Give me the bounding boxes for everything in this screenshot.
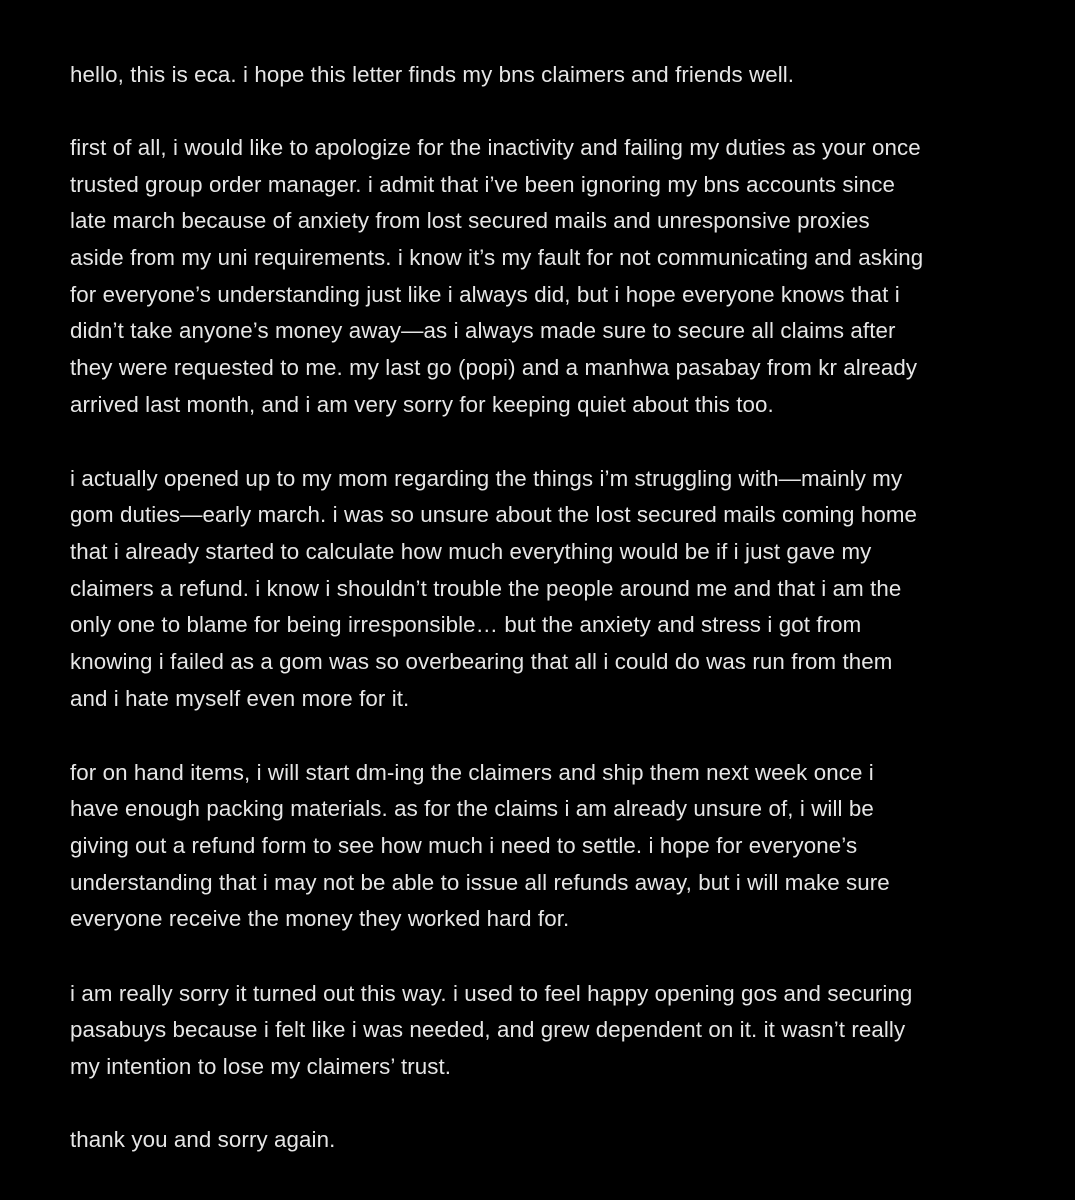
letter-line: aside from my uni requirements. i know it’s my fault for not communicating and asking [70, 245, 924, 270]
letter-line: pasabuys because i felt like i was needed, and grew dependent on it. it wasn’t really [70, 1017, 906, 1042]
letter-line: for on hand items, i will start dm-ing the claimers and ship them next week once i [70, 760, 874, 785]
letter-line: and i hate myself even more for it. [70, 686, 410, 711]
letter-line: didn’t take anyone’s money away—as i always made sure to secure all claims after [70, 318, 896, 343]
letter-line: for everyone’s understanding just like i always did, but i hope everyone knows that i [70, 282, 900, 307]
letter-line: have enough packing materials. as for the claims i am already unsure of, i will be [70, 796, 874, 821]
letter-line: gom duties—early march. i was so unsure about the lost secured mails coming home [70, 502, 917, 527]
letter-line: arrived last month, and i am very sorry for keeping quiet about this too. [70, 392, 774, 417]
letter-line: understanding that i may not be able to issue all refunds away, but i will make sure [70, 870, 890, 895]
letter-line: knowing i failed as a gom was so overbearing that all i could do was run from them [70, 649, 893, 674]
letter-line: claimers a refund. i know i shouldn’t trouble the people around me and that i am the [70, 576, 902, 601]
letter-line: giving out a refund form to see how much i need to settle. i hope for everyone’s [70, 833, 858, 858]
letter-line: late march because of anxiety from lost secured mails and unresponsive proxies [70, 208, 870, 233]
letter-line: my intention to lose my claimers’ trust. [70, 1054, 452, 1079]
letter-line: first of all, i would like to apologize for the inactivity and failing my duties as your once [70, 135, 921, 160]
letter-line: thank you and sorry again. [70, 1127, 336, 1152]
letter-line: i am really sorry it turned out this way. i used to feel happy opening gos and securing [70, 981, 913, 1006]
letter-line: i actually opened up to my mom regarding the things i’m struggling with—mainly my [70, 466, 903, 491]
letter-line: trusted group order manager. i admit that i’ve been ignoring my bns accounts since [70, 172, 895, 197]
letter-line: that i already started to calculate how much everything would be if i just gave my [70, 539, 872, 564]
letter-line: only one to blame for being irresponsible… but the anxiety and stress i got from [70, 612, 862, 637]
letter-line: they were requested to me. my last go (popi) and a manhwa pasabay from kr already [70, 355, 918, 380]
letter-line: everyone receive the money they worked hard for. [70, 906, 570, 931]
letter-line: hello, this is eca. i hope this letter finds my bns claimers and friends well. [70, 62, 795, 87]
